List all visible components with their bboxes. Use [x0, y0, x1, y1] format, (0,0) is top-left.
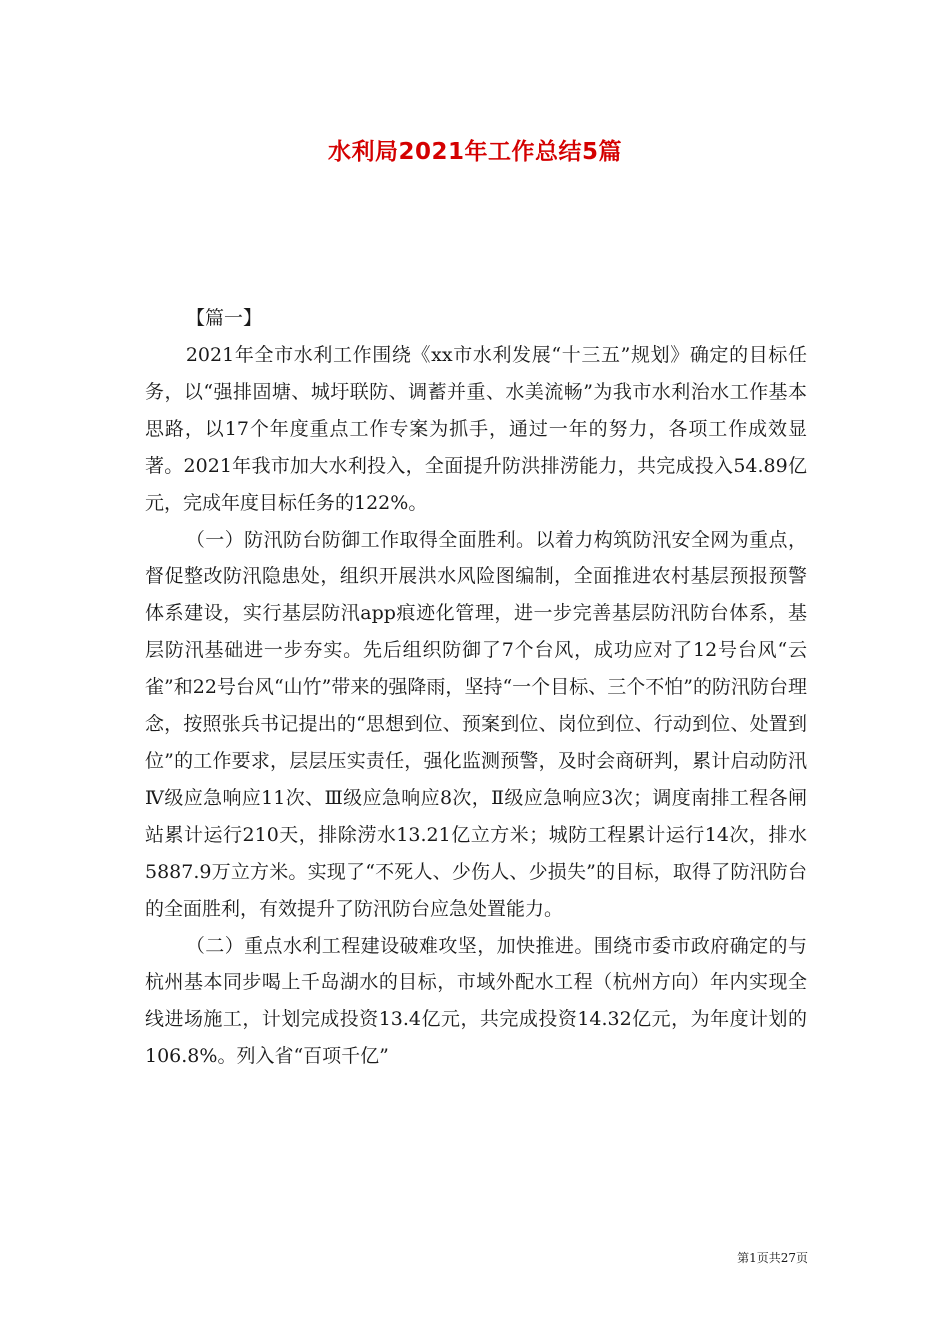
- page-title: 水利局2021年工作总结5篇: [327, 139, 623, 165]
- document-body: [145, 337, 807, 1075]
- paragraph-intro: 2021年全市水利工作围绕《xx市水利发展“十三五”规划》确定的目标任务，以“强排固塘、城圩联防、调蓄并重、水美流畅”为我市水利治水工作基本思路，以17个年度重点工作专案为抓手，通过一年的努力，各项工作成效显著。2021年我市加大水利投入，全面提升防洪排涝能力，共完成投入54.89亿元，完成年度目标任务的122%。: [145, 344, 807, 514]
- paragraph-flood-control: （一）防汛防台防御工作取得全面胜利。以着力构筑防汛安全网为重点，督促整改防汛隐患处，组织开展洪水风险图编制，全面推进农村基层预报预警体系建设，实行基层防汛app痕迹化管理，进一步完善基层防汛防台体系，基层防汛基础进一步夯实。先后组织防御了7个台风，成功应对了12号台风“云雀”和22号台风“山竹”带来的强降雨，坚持“一个目标、三个不怕”的防汛防台理念，按照张兵书记提出的“思想到位、预案到位、岗位到位、行动到位、处置到位”的工作要求，层层压实责任，强化监测预警，及时会商研判，累计启动防汛Ⅳ级应急响应11次、Ⅲ级应急响应8次，Ⅱ级应急响应3次；调度南排工程各闸站累计运行210天，排除涝水13.21亿立方米；城防工程累计运行14次，排水5887.9万立方米。实现了“不死人、少伤人、少损失”的目标，取得了防汛防台的全面胜利，有效提升了防汛防台应急处置能力。: [145, 528, 807, 920]
- paragraph-key-projects: （二）重点水利工程建设破难攻坚，加快推进。围绕市委市政府确定的与杭州基本同步喝上千岛湖水的目标，市域外配水工程（杭州方向）年内实现全线进场施工，计划完成投资13.4亿元，共完成投资14.32亿元，为年度计划的106.8%。列入省“百项千亿”: [145, 934, 807, 1068]
- page-number-footer: 第1页共27页: [737, 1251, 808, 1265]
- section-label: 【篇一】: [186, 307, 263, 329]
